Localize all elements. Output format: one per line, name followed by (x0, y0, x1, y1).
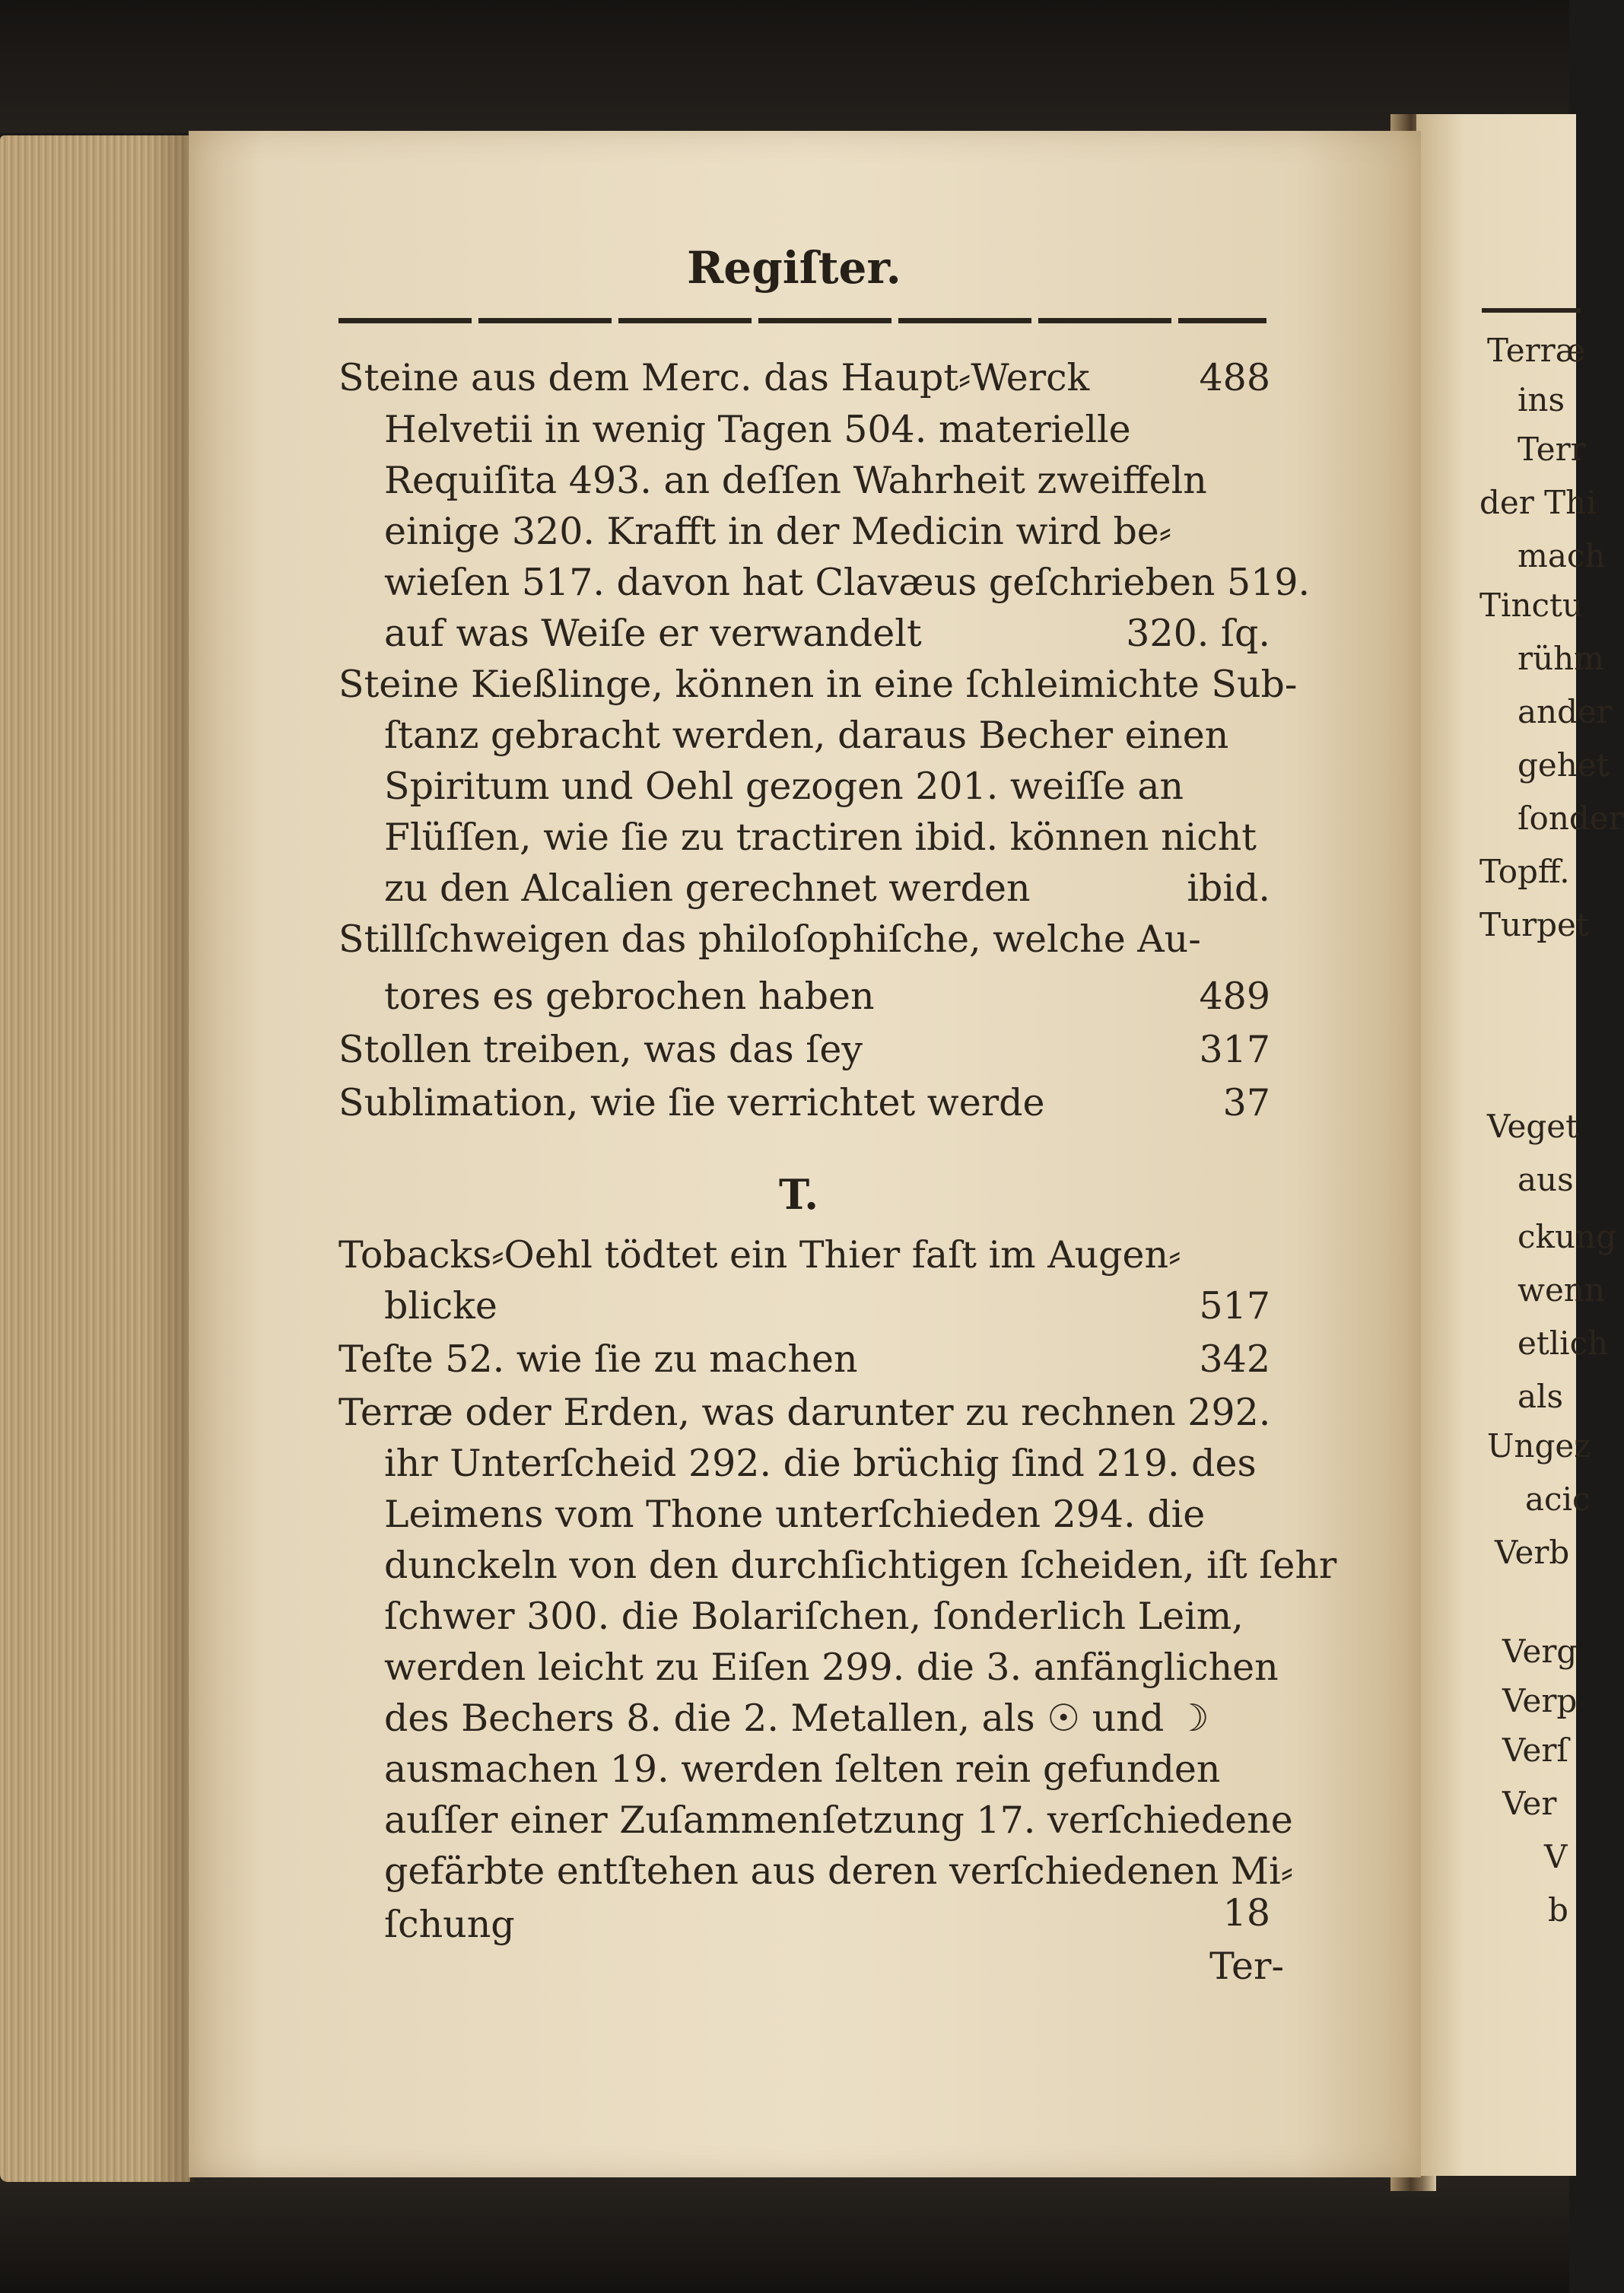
right-page-line: der Thi (1479, 484, 1597, 521)
entry-line: Terræ oder Erden, was darunter zu rechnen 292. (338, 1391, 1271, 1434)
right-page-line: Veget (1487, 1108, 1578, 1145)
right-page-line: Ungez (1487, 1427, 1591, 1465)
right-page-line: ſonder (1518, 800, 1624, 837)
page-header (0, 242, 1569, 294)
right-page-line: Terræ (1487, 332, 1586, 369)
entry-line: Flüſſen, wie ſie zu tractiren ibid. können nicht (384, 816, 1257, 859)
right-page-line: aus (1518, 1161, 1574, 1198)
right-page-line: V (1544, 1838, 1568, 1875)
entry-page-number: 342 (1199, 1337, 1270, 1381)
entry-line: Spiritum und Oehl gezogen 201. weiſſe an (384, 765, 1184, 808)
entry-line: Steine Kießlinge, können in eine ſchleimichte Sub- (338, 663, 1298, 706)
entry-line: auf was Weiſe er verwandelt (384, 612, 922, 655)
page-edge-shadow (148, 135, 194, 2182)
entry-line: blicke (384, 1284, 497, 1328)
right-page-line: Tinctu (1479, 587, 1583, 624)
entry-line: wieſen 517. davon hat Clavæus geſchrieben 519. (384, 561, 1311, 604)
entry-line: ſchung (384, 1903, 515, 1946)
right-page-line: etlich (1518, 1325, 1609, 1362)
entry-line: Tobacks⸗Oehl tödtet ein Thier faſt im Augen⸗ (338, 1233, 1181, 1277)
right-page-line: rühm (1518, 640, 1605, 677)
entry-page-number: 517 (1199, 1284, 1270, 1328)
entry-line: werden leicht zu Eiſen 299. die 3. anfänglichen (384, 1646, 1279, 1689)
right-page-line: ander (1518, 693, 1612, 730)
entry-line: gefärbte entſtehen aus deren verſchiedenen Mi⸗ (384, 1849, 1294, 1893)
entry-line: Teſte 52. wie ſie zu machen (338, 1337, 858, 1381)
entry-line: Leimens vom Thone unterſchieden 294. die (384, 1493, 1206, 1536)
catchword: Ter- (1209, 1945, 1284, 1988)
right-page-line: Verb (1495, 1534, 1570, 1571)
entry-line: Stillſchweigen das philoſophiſche, welche Au- (338, 918, 1201, 961)
right-page-line: gehet (1518, 746, 1610, 784)
entry-line: ihr Unterſcheid 292. die brüchig ſind 219. des (384, 1442, 1257, 1485)
right-page-line: Topff. (1479, 853, 1570, 890)
entry-line: einige 320. Krafft in der Medicin wird be⸗ (384, 510, 1172, 553)
entry-page-number: 489 (1199, 975, 1270, 1018)
entry-line: Sublimation, wie ſie verrichtet werde (338, 1081, 1045, 1124)
right-page-line: wenn (1518, 1271, 1605, 1309)
page-title: Regiſter. (687, 242, 901, 294)
entry-line: ſtanz gebracht werden, daraus Becher einen (384, 714, 1229, 757)
entry-page-number: 18 (1222, 1891, 1270, 1935)
header-rule (338, 318, 1266, 323)
right-page-line: Turpet (1479, 906, 1589, 943)
entry-line: zu den Alcalien gerechnet werden (384, 867, 1031, 910)
right-page-line: Ver (1502, 1785, 1557, 1822)
entry-line: tores es gebrochen haben (384, 975, 875, 1018)
entry-line: dunckeln von den durchſichtigen ſcheiden, iſt ſehr (384, 1544, 1337, 1587)
right-page-line: als (1518, 1378, 1564, 1415)
right-page-line: b (1548, 1891, 1568, 1929)
entry-line: Stollen treiben, was das ſey (338, 1028, 863, 1071)
entry-line: auſſer einer Zuſammenſetzung 17. verſchiedene (384, 1798, 1293, 1842)
entry-page-number: ibid. (1187, 867, 1270, 910)
right-page-line: ckung (1518, 1218, 1616, 1255)
right-page-line: Verſ (1502, 1732, 1568, 1769)
right-page-line: acic (1525, 1480, 1591, 1518)
entry-line: des Bechers 8. die 2. Metallen, als ☉ und ☽ (384, 1697, 1209, 1740)
entry-line: Steine aus dem Merc. das Haupt⸗Werck (338, 356, 1090, 399)
right-page-line: ins (1518, 381, 1565, 418)
backdrop-top (0, 0, 1569, 133)
right-page-line: Verp (1502, 1682, 1578, 1719)
entry-line: Helvetii in wenig Tagen 504. materielle (384, 408, 1131, 451)
entry-line: ausmachen 19. werden ſelten rein gefunden (384, 1748, 1221, 1791)
entry-page-number: 488 (1199, 356, 1270, 399)
entry-page-number: 37 (1222, 1081, 1270, 1124)
right-page-rule (1482, 308, 1581, 313)
entry-line: Requiſita 493. an deſſen Wahrheit zweiffeln (384, 459, 1207, 502)
right-page-line: mach (1518, 537, 1606, 574)
right-page-line: Verg (1502, 1633, 1578, 1670)
right-page-line: Terr (1518, 431, 1586, 468)
section-letter: T. (778, 1170, 819, 1219)
entry-page-number: 320. ſq. (1126, 612, 1270, 655)
entry-line: ſchwer 300. die Bolariſchen, ſonderlich Leim, (384, 1595, 1244, 1638)
entry-page-number: 317 (1199, 1028, 1270, 1071)
